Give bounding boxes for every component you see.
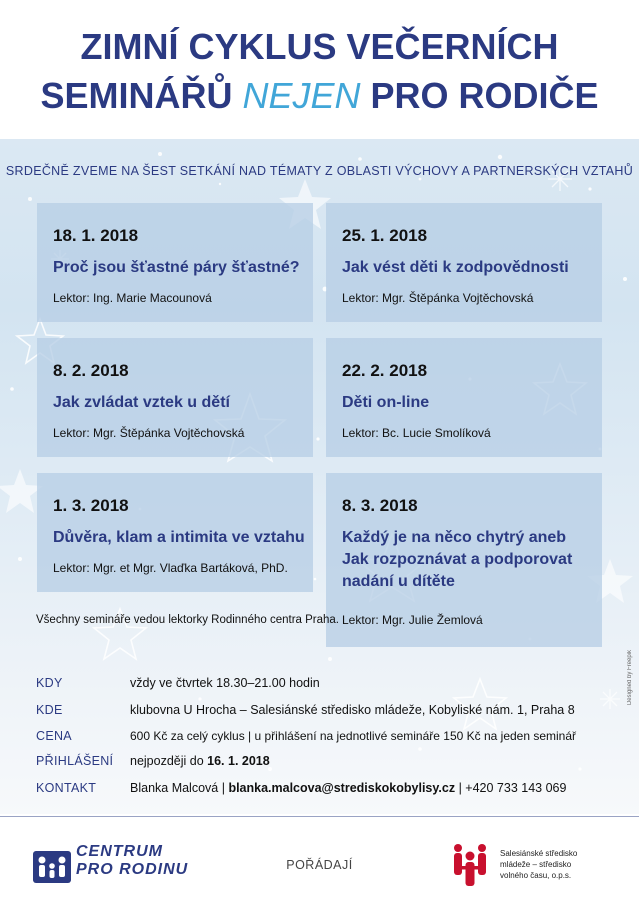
contact-phone: | +420 733 143 069 [455, 781, 567, 795]
seminar-lector: Lektor: Mgr. et Mgr. Vlaďka Bartáková, PhD. [53, 561, 288, 575]
seminar-card [326, 203, 602, 322]
info-label: PŘIHLÁŠENÍ [36, 754, 114, 768]
lecturers-note: Všechny semináře vedou lektorky Rodinného centra Praha. [36, 614, 340, 626]
seminar-date: 22. 2. 2018 [342, 361, 428, 380]
seminar-topic: Proč jsou šťastné páry šťastné? [53, 259, 300, 276]
seminar-card [37, 203, 313, 322]
seminar-topic: Důvěra, klam a intimita ve vztahu [53, 529, 305, 546]
seminar-card [37, 473, 313, 592]
title-line-2-start: SEMINÁŘŮ [40, 75, 243, 116]
info-label: KONTAKT [36, 781, 97, 795]
organizers-label: POŘÁDAJÍ [286, 858, 353, 872]
info-value: 600 Kč za celý cyklus | u přihlášení na jednotlivé semináře 150 Kč na jeden seminář [130, 729, 577, 743]
salesian-people-icon [446, 840, 494, 888]
seminar-date: 18. 1. 2018 [53, 226, 139, 245]
info-value: vždy ve čtvrtek 18.30–21.00 hodin [130, 676, 320, 690]
footer-divider [0, 816, 639, 817]
info-value [130, 781, 566, 795]
title-emphasis: NEJEN [242, 75, 361, 116]
poster-title [0, 22, 639, 120]
title-line-2 [0, 71, 639, 120]
seminar-date: 8. 3. 2018 [342, 496, 418, 515]
seminar-lector: Lektor: Ing. Marie Macounová [53, 291, 212, 305]
salesian-logo [446, 840, 616, 888]
salesian-line-2: mládeže – středisko [500, 860, 572, 869]
info-label: KDE [36, 703, 63, 717]
seminar-lector: Lektor: Mgr. Štěpánka Vojtěchovská [53, 426, 245, 440]
seminar-lector: Lektor: Mgr. Julie Žemlová [342, 613, 483, 627]
seminar-lector: Lektor: Mgr. Štěpánka Vojtěchovská [342, 291, 534, 305]
seminar-topic: Jak zvládat vztek u dětí [53, 394, 230, 411]
seminar-date: 25. 1. 2018 [342, 226, 428, 245]
salesian-line-1: Salesiánské středisko [500, 849, 578, 858]
deadline-prefix: nejpozději do [130, 754, 208, 768]
seminar-card [37, 338, 313, 457]
subtitle: SRDEČNĚ ZVEME NA ŠEST SETKÁNÍ NAD TÉMATY Z OBLASTI VÝCHOVY A PARTNERSKÝCH VZTAHŮ [5, 164, 634, 178]
salesian-logo-text [500, 848, 577, 881]
seminar-lector: Lektor: Bc. Lucie Smolíková [342, 426, 491, 440]
info-value: klubovna U Hrocha – Salesiánské středisko mládeže, Kobyliské nám. 1, Praha 8 [130, 703, 575, 717]
seminar-topic: Jak vést děti k zodpovědnosti [342, 259, 569, 276]
snowflake-icon [600, 689, 620, 709]
salesian-line-3: volného času, o.p.s. [500, 871, 572, 880]
seminar-date: 1. 3. 2018 [53, 496, 129, 515]
seminar-topic: Děti on-line [342, 394, 430, 411]
contact-name: Blanka Malcová | [130, 781, 229, 795]
centrum-line-2: PRO RODINU [76, 861, 189, 878]
deadline-date: 16. 1. 2018 [207, 754, 270, 768]
seminar-date: 8. 2. 2018 [53, 361, 129, 380]
seminar-topic: Každý je na něco chytrý aneb Jak rozpoznávat a podporovat nadání u dítěte [342, 529, 573, 590]
contact-email-link[interactable]: blanka.malcova@strediskokobylisy.cz [228, 781, 456, 795]
centrum-line-1: CENTRUM [76, 843, 163, 860]
title-line-2-end: PRO RODIČE [360, 75, 599, 116]
info-label: CENA [36, 729, 72, 743]
image-credit: Designed by Freepik [627, 650, 633, 706]
info-value [130, 754, 270, 768]
seminar-card [326, 338, 602, 457]
title-line-1: ZIMNÍ CYKLUS VEČERNÍCH [80, 26, 559, 67]
info-label: KDY [36, 676, 63, 690]
seminar-card [326, 473, 602, 647]
